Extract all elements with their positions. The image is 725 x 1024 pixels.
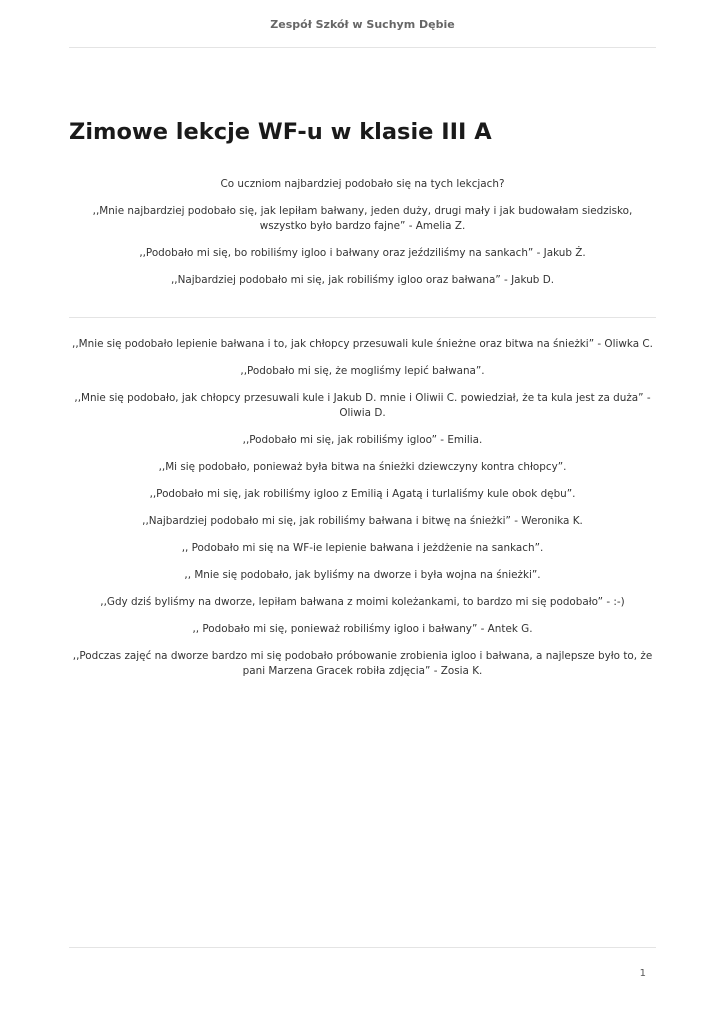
quote-paragraph: ,,Mi się podobało, ponieważ była bitwa na śnieżki dziewczyny kontra chłopcy”. bbox=[158, 461, 567, 473]
intro-section bbox=[69, 177, 656, 300]
quote-paragraph: ,, Podobało mi się na WF-ie lepienie bałwana i jeżdżenie na sankach”. bbox=[181, 542, 544, 554]
quote-paragraph: ,,Mnie najbardziej podobało się, jak lepiłam bałwany, jeden duży, drugi mały i jak budowałam siedzisko, wszystko było bardzo fajne” - Amelia Z. bbox=[92, 205, 633, 232]
quotes-section bbox=[69, 337, 656, 691]
footer-divider bbox=[69, 947, 656, 948]
page-number: 1 bbox=[639, 968, 646, 979]
quote-paragraph: ,,Podobało mi się, jak robiliśmy igloo z Emilią i Agatą i turlaliśmy kule obok dębu”. bbox=[149, 488, 576, 500]
quote-paragraph: ,,Najbardziej podobało mi się, jak robiliśmy igloo oraz bałwana” - Jakub D. bbox=[170, 274, 555, 286]
header-divider bbox=[69, 47, 656, 48]
section-divider bbox=[69, 317, 656, 318]
quote-paragraph: ,, Podobało mi się, ponieważ robiliśmy igloo i bałwany” - Antek G. bbox=[192, 623, 533, 635]
quote-paragraph: ,,Podobało mi się, jak robiliśmy igloo” - Emilia. bbox=[242, 434, 483, 446]
quote-paragraph: ,,Mnie się podobało, jak chłopcy przesuwali kule i Jakub D. mnie i Oliwii C. powiedział, że ta kula jest za duża” - Oliwia D. bbox=[74, 392, 651, 419]
quote-paragraph: ,, Mnie się podobało, jak byliśmy na dworze i była wojna na śnieżki”. bbox=[184, 569, 541, 581]
quote-paragraph: ,,Najbardziej podobało mi się, jak robiliśmy bałwana i bitwę na śnieżki” - Weronika K. bbox=[142, 515, 583, 527]
question-paragraph: Co uczniom najbardziej podobało się na tych lekcjach? bbox=[220, 178, 505, 190]
quote-paragraph: ,,Podobało mi się, bo robiliśmy igloo i bałwany oraz jeździliśmy na sankach” - Jakub Ż. bbox=[139, 247, 586, 259]
page-title: Zimowe lekcje WF-u w klasie III A bbox=[69, 119, 492, 145]
quote-paragraph: ,,Podczas zajęć na dworze bardzo mi się podobało próbowanie zrobienia igloo i bałwana, a najlepsze było to, że pani Marzena Gracek robiła zdjęcia” - Zosia K. bbox=[72, 650, 653, 677]
quote-paragraph: ,,Mnie się podobało lepienie bałwana i to, jak chłopcy przesuwali kule śnieżne oraz bitwa na śnieżki” - Oliwka C. bbox=[72, 338, 653, 350]
document-header: Zespół Szkół w Suchym Dębie bbox=[270, 18, 455, 31]
quote-paragraph: ,,Podobało mi się, że mogliśmy lepić bałwana”. bbox=[240, 365, 485, 377]
quote-paragraph: ,,Gdy dziś byliśmy na dworze, lepiłam bałwana z moimi koleżankami, to bardzo mi się podobało” - :-) bbox=[100, 596, 625, 608]
